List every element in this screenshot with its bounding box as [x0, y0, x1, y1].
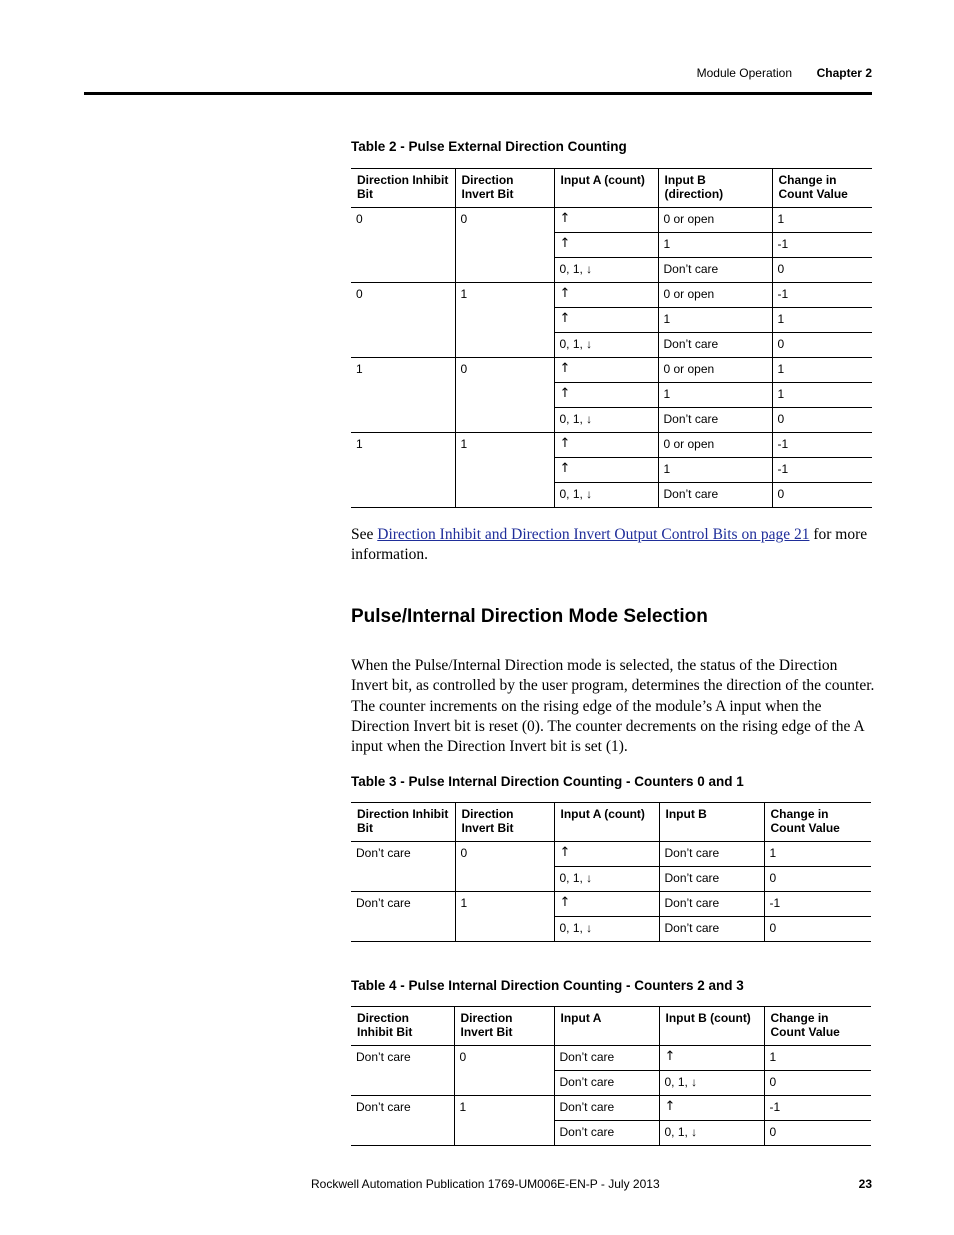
table-header-row — [351, 169, 872, 208]
count-change-cell: 0 — [772, 483, 872, 508]
table-row — [351, 208, 872, 233]
input-b-cell: 1 — [658, 383, 772, 408]
invert-cell: 0 — [455, 358, 554, 433]
table-header-row — [351, 1007, 871, 1046]
input-b-cell: Don’t care — [659, 867, 764, 892]
input-b-cell: 0 or open — [658, 358, 772, 383]
count-change-cell: 0 — [764, 1071, 871, 1096]
inhibit-cell: Don’t care — [351, 1096, 454, 1146]
count-change-cell: 1 — [764, 1046, 871, 1071]
count-change-cell: -1 — [772, 433, 872, 458]
input-b-cell: Don’t care — [658, 333, 772, 358]
invert-cell: 1 — [455, 433, 554, 508]
column-header: Direction Inhibit Bit — [351, 169, 455, 208]
publication-info: Rockwell Automation Publication 1769-UM006E-EN-P - July 2013 — [311, 1177, 660, 1191]
input-a-cell: ↑ — [554, 842, 659, 867]
count-change-cell: 0 — [772, 258, 872, 283]
section-body-paragraph: When the Pulse/Internal Direction mode is selected, the status of the Direction Invert bit, as controlled by the user program, determines the direction of the counter. The counter increments on the rising edge of the module’s A input when the Direction Invert bit is reset (0). The counter decrements on the rising edge of the A input when the Direction Invert bit is set (1). — [351, 657, 875, 756]
count-change-cell: 1 — [772, 208, 872, 233]
input-b-cell: 0 or open — [658, 208, 772, 233]
see-suffix: for more information. — [351, 526, 868, 564]
table-row — [351, 283, 872, 308]
input-b-cell: 0, 1, ↓ — [659, 1121, 764, 1146]
invert-cell: 0 — [454, 1046, 554, 1096]
count-change-cell: 0 — [772, 408, 872, 433]
invert-cell: 0 — [455, 842, 554, 892]
input-a-cell: Don’t care — [554, 1071, 659, 1096]
input-b-cell: 1 — [658, 308, 772, 333]
input-a-cell: ↑ — [554, 283, 658, 308]
input-a-cell: 0, 1, ↓ — [554, 408, 658, 433]
column-header: Input B (count) — [659, 1007, 764, 1046]
count-change-cell: -1 — [772, 458, 872, 483]
inhibit-cell: Don’t care — [351, 842, 455, 892]
count-change-cell: 0 — [772, 333, 872, 358]
input-b-cell: 1 — [658, 233, 772, 258]
column-header: Change in Count Value — [764, 803, 871, 842]
input-a-cell: ↑ — [554, 233, 658, 258]
column-header: Input A — [554, 1007, 659, 1046]
column-header: Direction Invert Bit — [454, 1007, 554, 1046]
input-a-cell: ↑ — [554, 433, 658, 458]
input-b-cell: 1 — [658, 458, 772, 483]
invert-cell: 0 — [455, 208, 554, 283]
input-b-cell: ↑ — [659, 1096, 764, 1121]
cross-reference-link[interactable]: Direction Inhibit and Direction Invert Output Control Bits on page 21 — [377, 526, 810, 543]
invert-cell: 1 — [455, 892, 554, 942]
count-change-cell: 1 — [772, 358, 872, 383]
input-b-cell: Don’t care — [658, 408, 772, 433]
count-change-cell: 1 — [772, 308, 872, 333]
count-change-cell: -1 — [764, 1096, 871, 1121]
table-header-row — [351, 803, 871, 842]
count-change-cell: 0 — [764, 917, 871, 942]
input-a-cell: ↑ — [554, 358, 658, 383]
invert-cell: 1 — [454, 1096, 554, 1146]
count-change-cell: 0 — [764, 867, 871, 892]
count-change-cell: 0 — [764, 1121, 871, 1146]
input-a-cell: ↑ — [554, 892, 659, 917]
count-change-cell: 1 — [772, 383, 872, 408]
column-header: Direction Inhibit Bit — [351, 803, 455, 842]
see-more-paragraph — [351, 525, 876, 566]
table-3 — [351, 802, 871, 942]
column-header: Direction Invert Bit — [455, 803, 554, 842]
column-header: Input B — [659, 803, 764, 842]
input-a-cell: ↑ — [554, 383, 658, 408]
inhibit-cell: Don’t care — [351, 1046, 454, 1096]
inhibit-cell: 0 — [351, 283, 455, 358]
input-a-cell: 0, 1, ↓ — [554, 333, 658, 358]
table-row — [351, 433, 872, 458]
invert-cell: 1 — [455, 283, 554, 358]
column-header: Input B (direction) — [658, 169, 772, 208]
input-a-cell: ↑ — [554, 208, 658, 233]
page-header — [84, 66, 872, 95]
input-a-cell: Don’t care — [554, 1096, 659, 1121]
table-row — [351, 358, 872, 383]
inhibit-cell: Don’t care — [351, 892, 455, 942]
page-number: 23 — [858, 1177, 872, 1191]
header-section-title: Module Operation — [696, 66, 792, 80]
input-b-cell: ↑ — [659, 1046, 764, 1071]
column-header: Change in Count Value — [772, 169, 872, 208]
input-a-cell: ↑ — [554, 458, 658, 483]
input-a-cell: Don’t care — [554, 1121, 659, 1146]
input-b-cell: 0 or open — [658, 433, 772, 458]
input-b-cell: Don’t care — [658, 483, 772, 508]
column-header: Change in Count Value — [764, 1007, 871, 1046]
table-2 — [351, 168, 872, 508]
input-b-cell: Don’t care — [659, 842, 764, 867]
input-b-cell: Don’t care — [659, 917, 764, 942]
table-row — [351, 1096, 871, 1121]
input-a-cell: 0, 1, ↓ — [554, 867, 659, 892]
input-b-cell: 0, 1, ↓ — [659, 1071, 764, 1096]
column-header: Input A (count) — [554, 169, 658, 208]
input-b-cell: Don’t care — [659, 892, 764, 917]
table-3-caption: Table 3 - Pulse Internal Direction Counting - Counters 0 and 1 — [351, 774, 744, 789]
input-b-cell: 0 or open — [658, 283, 772, 308]
count-change-cell: -1 — [764, 892, 871, 917]
count-change-cell: 1 — [764, 842, 871, 867]
table-row — [351, 892, 871, 917]
table-row — [351, 842, 871, 867]
input-a-cell: ↑ — [554, 308, 658, 333]
inhibit-cell: 1 — [351, 433, 455, 508]
inhibit-cell: 0 — [351, 208, 455, 283]
column-header: Direction Invert Bit — [455, 169, 554, 208]
column-header: Input A (count) — [554, 803, 659, 842]
input-a-cell: Don’t care — [554, 1046, 659, 1071]
count-change-cell: -1 — [772, 283, 872, 308]
header-chapter: Chapter 2 — [816, 66, 872, 80]
inhibit-cell: 1 — [351, 358, 455, 433]
input-a-cell: 0, 1, ↓ — [554, 917, 659, 942]
input-a-cell: 0, 1, ↓ — [554, 483, 658, 508]
table-2-caption: Table 2 - Pulse External Direction Counting — [351, 139, 627, 154]
table-4 — [351, 1006, 871, 1146]
section-heading: Pulse/Internal Direction Mode Selection — [351, 606, 708, 627]
see-prefix: See — [351, 526, 378, 543]
column-header: Direction Inhibit Bit — [351, 1007, 454, 1046]
table-row — [351, 1046, 871, 1071]
input-b-cell: Don’t care — [658, 258, 772, 283]
input-a-cell: 0, 1, ↓ — [554, 258, 658, 283]
count-change-cell: -1 — [772, 233, 872, 258]
table-4-caption: Table 4 - Pulse Internal Direction Counting - Counters 2 and 3 — [351, 978, 744, 993]
